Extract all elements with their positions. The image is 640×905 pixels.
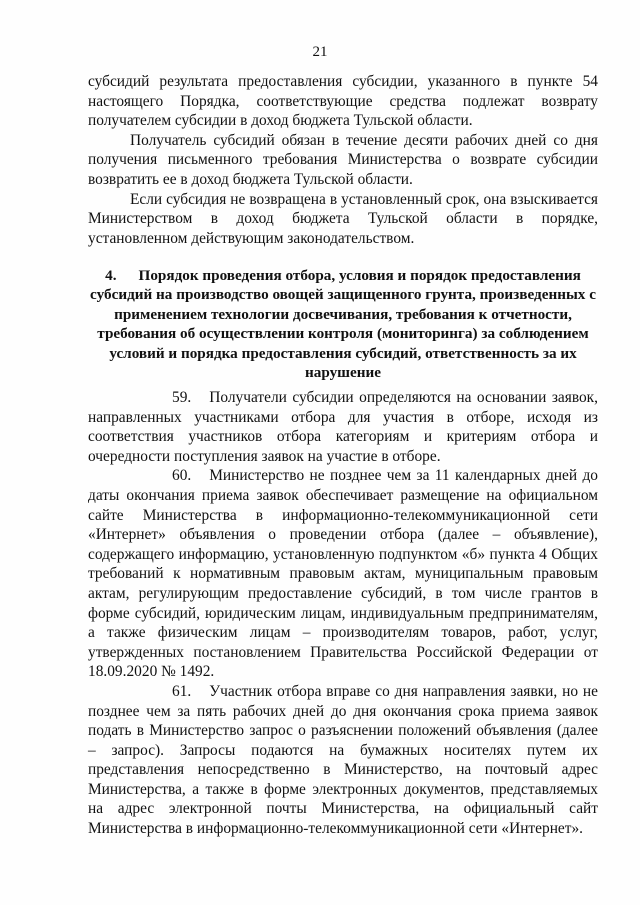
clause-paragraph xyxy=(88,466,598,682)
page-number: 21 xyxy=(312,44,328,60)
clause-number: 60. xyxy=(172,467,192,485)
clause-text: Участник отбора вправе со дня направления заявки, но не позднее чем за пять рабочих дней до дня окончания срока приема заявок подать в Министерство запрос о разъяснении положений объявления (далее – запрос). Запросы подаются на бумажных носителях путем их представления непосредственно в Министерство, на почтовый адрес Министерства, а также в форме электронных документов, представляемых на адрес электронной почты Министерства, на официальный сайт Министерства в информационно-телекоммуникационной сети «Интернет». xyxy=(88,682,598,838)
intro-text xyxy=(88,72,598,248)
section-title: Порядок проведения отбора, условия и порядок предоставления субсидий на производство овощей защищенного грунта, произведенных с применением технологии досвечивания, требования к отчетности, требования об осуществлении контроля (мониторинга) за соблюдением условий и порядка предоставления субсидий, ответственность за их нарушение xyxy=(90,267,596,382)
clause-number: 61. xyxy=(172,682,192,700)
intro-paragraph: Если субсидия не возвращена в установленный срок, она взыскивается Министерством в доход бюджета Тульской области в порядке, установленном действующим законодательством. xyxy=(88,190,598,247)
section-heading xyxy=(88,266,598,382)
clause-text: Получатели субсидии определяются на основании заявок, направленных участниками отбора для участия в отборе, исходя из соответствия участников отбора категориям и критериям отбора и очередности поступления заявок на участие в отборе. xyxy=(88,389,598,465)
section-number: 4. xyxy=(105,267,117,284)
clause-number: 59. xyxy=(172,389,192,406)
clause-paragraph xyxy=(88,388,598,466)
section-body xyxy=(88,388,598,839)
intro-paragraph: Получатель субсидий обязан в течение десяти рабочих дней со дня получения письменного требования Министерства о возврате субсидии возвратить ее в доход бюджета Тульской области. xyxy=(88,131,598,188)
clause-paragraph xyxy=(88,682,598,839)
clause-text: Министерство не позднее чем за 11 календарных дней до даты окончания приема заявок обеспечивает размещение на официальном сайте Министерства в информационно-телекоммуникационной сети «Интернет» объявления о проведении отбора (далее – объявление), содержащего информацию, установленную подпунктом «б» пункта 4 Общих требований к нормативным правовым актам, муниципальным правовым актам, регулирующим предоставление субсидий, в том числе грантов в форме субсидий, юридическим лицам, индивидуальным предпринимателям, а также физическим лицам – производителям товаров, работ, услуг, утвержденных постановлением Правительства Российской Федерации от 18.09.2020 № 1492. xyxy=(88,467,598,681)
intro-paragraph: субсидий результата предоставления субсидии, указанного в пункте 54 настоящего Порядка, соответствующие средства подлежат возврату получателем субсидии в доход бюджета Тульской области. xyxy=(88,73,598,130)
